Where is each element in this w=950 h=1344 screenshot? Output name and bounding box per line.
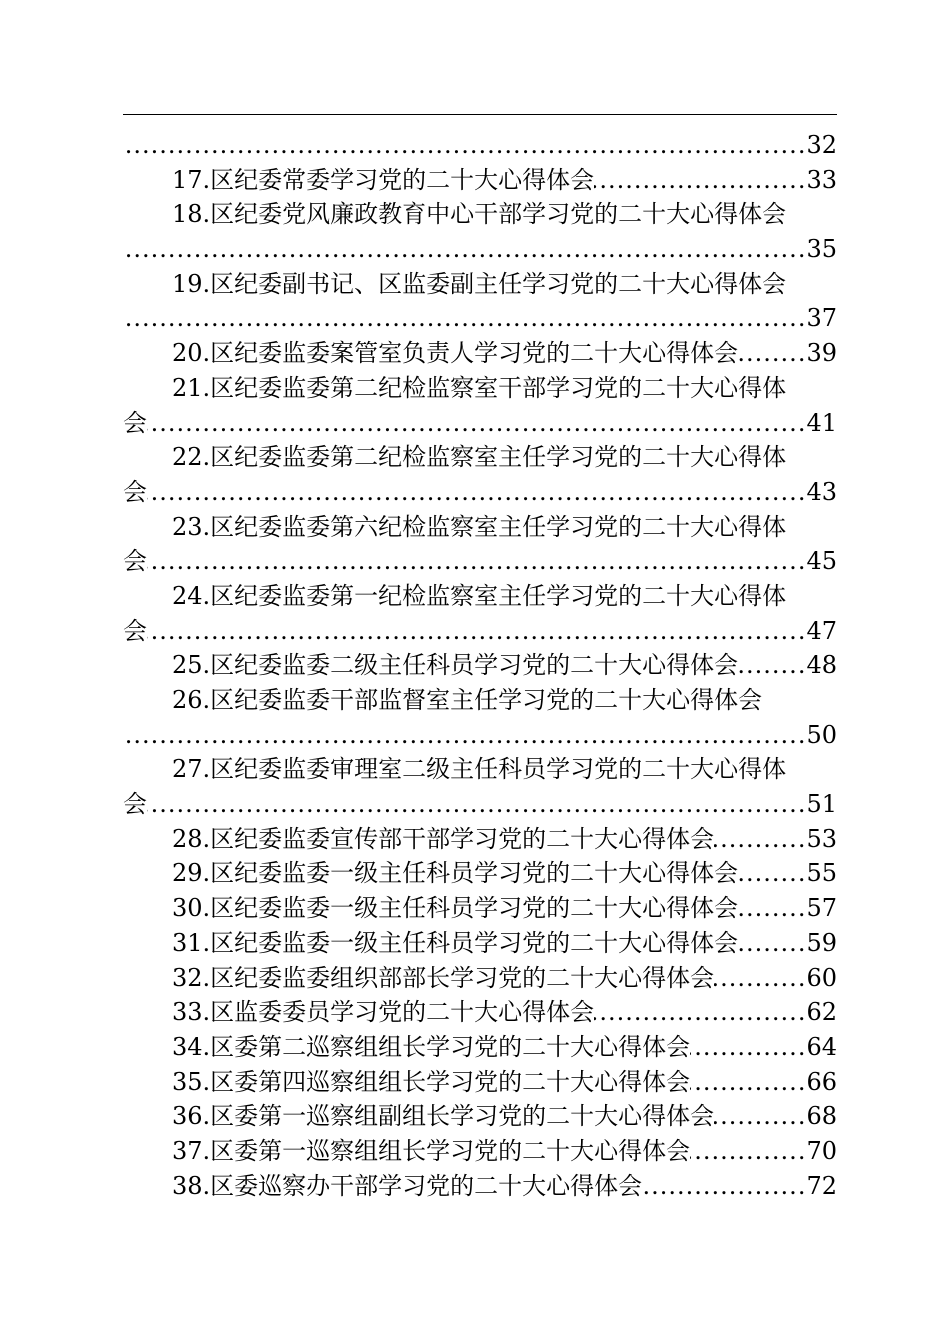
toc-entry[interactable]	[123, 163, 837, 198]
toc-entry[interactable]	[123, 822, 837, 857]
toc-entry[interactable]	[123, 475, 837, 510]
toc-entry[interactable]	[123, 406, 837, 441]
toc-dot-leader	[147, 614, 806, 649]
toc-entry[interactable]	[123, 267, 837, 302]
toc-entry-title: 37.区委第一巡察组组长学习党的二十大心得体会	[172, 1136, 691, 1165]
toc-dot-leader	[714, 822, 806, 857]
toc-page-number: 64	[806, 1032, 837, 1061]
toc-dot-leader	[738, 336, 806, 371]
toc-entry-title: 28.区纪委监委宣传部干部学习党的二十大心得体会	[172, 824, 715, 853]
toc-dot-leader	[147, 475, 806, 510]
toc-page-number: 51	[806, 790, 837, 819]
toc-entry[interactable]	[123, 1099, 837, 1134]
toc-entry-title: 18.区纪委党风廉政教育中心干部学习党的二十大心得体会	[172, 200, 787, 229]
toc-entry-title: 35.区委第四巡察组组长学习党的二十大心得体会	[172, 1067, 691, 1096]
toc-entry[interactable]	[123, 961, 837, 996]
toc-entry-title: 会	[123, 790, 147, 819]
toc-page-number: 70	[806, 1136, 837, 1165]
toc-entry[interactable]	[123, 787, 837, 822]
toc-dot-leader	[147, 544, 806, 579]
toc-entry[interactable]	[123, 128, 837, 163]
toc-dot-leader	[738, 926, 806, 961]
toc-dot-leader	[690, 1134, 806, 1169]
toc-entry[interactable]	[123, 301, 837, 336]
toc-entry-title: 22.区纪委监委第二纪检监察室主任学习党的二十大心得体	[172, 443, 787, 472]
toc-dot-leader	[123, 718, 806, 753]
toc-entry[interactable]	[123, 752, 837, 787]
toc-dot-leader	[690, 1065, 806, 1100]
toc-dot-leader	[714, 1099, 806, 1134]
toc-page-number: 37	[806, 304, 837, 333]
toc-page-number: 68	[806, 1102, 837, 1131]
toc-page-number: 39	[806, 339, 837, 368]
toc-entry-title: 23.区纪委监委第六纪检监察室主任学习党的二十大心得体	[172, 512, 787, 541]
toc-dot-leader	[594, 163, 806, 198]
toc-entry[interactable]	[123, 926, 837, 961]
toc-entry[interactable]	[123, 232, 837, 267]
header-rule	[123, 114, 837, 115]
toc-entry[interactable]	[123, 614, 837, 649]
toc-page-number: 55	[806, 859, 837, 888]
toc-page-number: 66	[806, 1067, 837, 1096]
toc-page-number: 50	[806, 720, 837, 749]
toc-page-number: 59	[806, 928, 837, 957]
toc-page-number: 72	[806, 1171, 837, 1200]
toc-entry-title: 17.区纪委常委学习党的二十大心得体会	[172, 165, 595, 194]
toc-page-number: 43	[806, 477, 837, 506]
toc-entry-title: 27.区纪委监委审理室二级主任科员学习党的二十大心得体	[172, 755, 787, 784]
toc-entry[interactable]	[123, 683, 837, 718]
toc-entry[interactable]	[123, 718, 837, 753]
toc-entry-title: 20.区纪委监委案管室负责人学习党的二十大心得体会	[172, 339, 739, 368]
toc-dot-leader	[123, 128, 806, 163]
table-of-contents	[123, 128, 837, 1203]
toc-entry[interactable]	[123, 440, 837, 475]
toc-entry-title: 36.区委第一巡察组副组长学习党的二十大心得体会	[172, 1102, 715, 1131]
toc-entry-title: 30.区纪委监委一级主任科员学习党的二十大心得体会	[172, 894, 739, 923]
toc-entry-title: 会	[123, 547, 147, 576]
toc-page-number: 60	[806, 963, 837, 992]
toc-entry[interactable]	[123, 1030, 837, 1065]
toc-entry-title: 29.区纪委监委一级主任科员学习党的二十大心得体会	[172, 859, 739, 888]
toc-dot-leader	[714, 961, 806, 996]
toc-entry[interactable]	[123, 197, 837, 232]
toc-entry[interactable]	[123, 856, 837, 891]
toc-entry[interactable]	[123, 371, 837, 406]
toc-page-number: 47	[806, 616, 837, 645]
toc-page-number: 32	[806, 131, 837, 159]
toc-entry-title: 25.区纪委监委二级主任科员学习党的二十大心得体会	[172, 651, 739, 680]
toc-page-number: 45	[806, 547, 837, 576]
toc-dot-leader	[738, 856, 806, 891]
toc-page-number: 57	[806, 894, 837, 923]
toc-entry-title: 会	[123, 408, 147, 437]
toc-entry-title: 32.区纪委监委组织部部长学习党的二十大心得体会	[172, 963, 715, 992]
toc-dot-leader	[123, 301, 806, 336]
toc-page-number: 33	[806, 165, 837, 194]
toc-entry-title: 21.区纪委监委第二纪检监察室干部学习党的二十大心得体	[172, 373, 787, 402]
toc-page-number: 62	[806, 998, 837, 1027]
toc-entry[interactable]	[123, 1169, 837, 1204]
toc-dot-leader	[738, 891, 806, 926]
toc-entry-title: 24.区纪委监委第一纪检监察室主任学习党的二十大心得体	[172, 581, 787, 610]
toc-dot-leader	[123, 232, 806, 267]
toc-entry[interactable]	[123, 891, 837, 926]
toc-entry[interactable]	[123, 544, 837, 579]
toc-dot-leader	[738, 648, 806, 683]
toc-entry[interactable]	[123, 995, 837, 1030]
toc-entry[interactable]	[123, 1065, 837, 1100]
toc-entry-title: 33.区监委委员学习党的二十大心得体会	[172, 998, 595, 1027]
toc-page-number: 53	[806, 824, 837, 853]
toc-dot-leader	[594, 995, 806, 1030]
toc-dot-leader	[147, 406, 806, 441]
toc-entry[interactable]	[123, 579, 837, 614]
toc-dot-leader	[690, 1030, 806, 1065]
toc-entry-title: 26.区纪委监委干部监督室主任学习党的二十大心得体会	[172, 686, 763, 714]
toc-dot-leader	[147, 787, 806, 822]
toc-dot-leader	[642, 1169, 806, 1204]
toc-entry-title: 34.区委第二巡察组组长学习党的二十大心得体会	[172, 1032, 691, 1061]
toc-entry-title: 19.区纪委副书记、区监委副主任学习党的二十大心得体会	[172, 269, 787, 298]
toc-page-number: 48	[806, 651, 837, 680]
toc-entry[interactable]	[123, 1134, 837, 1169]
toc-entry-title: 38.区委巡察办干部学习党的二十大心得体会	[172, 1171, 643, 1200]
toc-page-number: 41	[806, 408, 837, 437]
toc-entry-title: 会	[123, 477, 147, 506]
toc-entry[interactable]	[123, 510, 837, 545]
toc-entry[interactable]	[123, 336, 837, 371]
toc-entry-title: 31.区纪委监委一级主任科员学习党的二十大心得体会	[172, 928, 739, 957]
toc-entry[interactable]	[123, 648, 837, 683]
toc-page-number: 35	[806, 235, 837, 264]
toc-entry-title: 会	[123, 616, 147, 645]
